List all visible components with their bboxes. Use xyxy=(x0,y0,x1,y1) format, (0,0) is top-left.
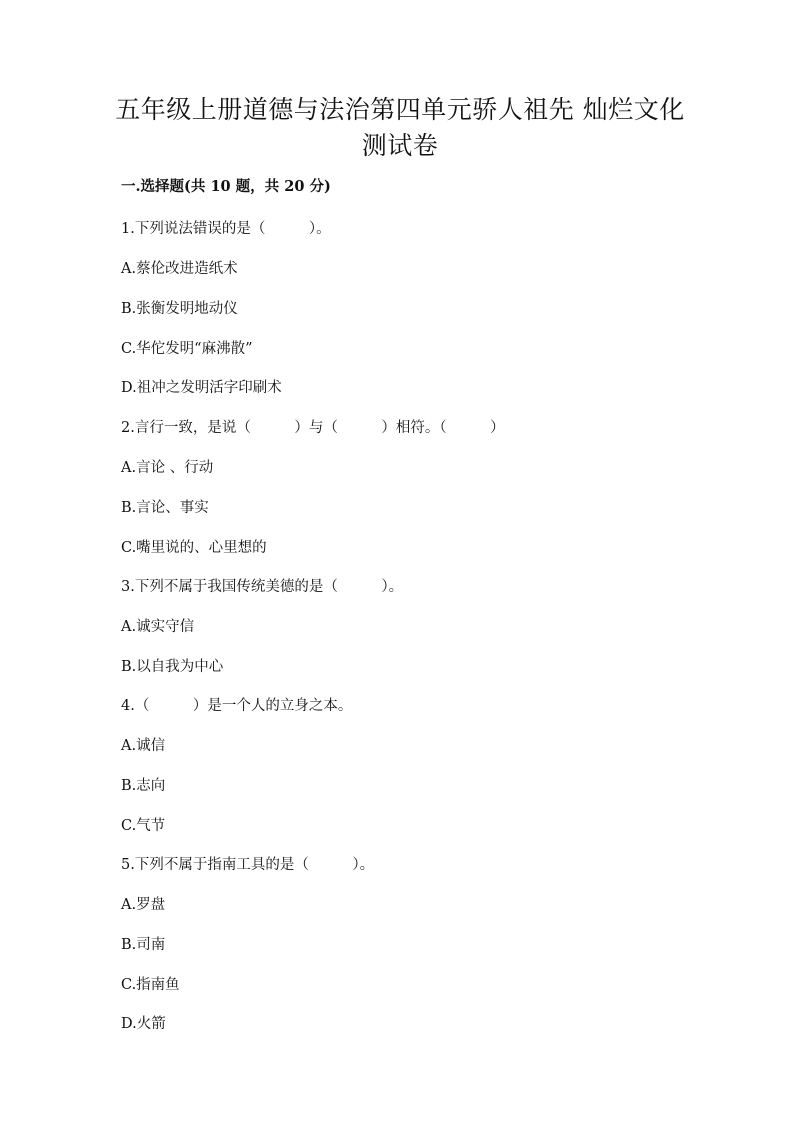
question-3-option-b: B.以自我为中心 xyxy=(121,659,224,675)
question-4-option-a: A.诚信 xyxy=(121,738,166,754)
question-5-option-b: B.司南 xyxy=(121,937,166,953)
question-2-option-c: C.嘴里说的、心里想的 xyxy=(121,540,267,556)
question-1-option-c: C.华佗发明“麻沸散” xyxy=(121,341,253,357)
question-1-option-b: B.张衡发明地动仪 xyxy=(121,301,238,317)
question-4-option-c: C.气节 xyxy=(121,818,166,834)
question-1-option-a: A.蔡伦改进造纸术 xyxy=(121,261,238,277)
section-heading: 一.选择题(共 10 题，共 20 分) xyxy=(121,178,331,195)
question-2-option-b: B.言论、事实 xyxy=(121,500,209,516)
question-1-stem: 1.下列说法错误的是（ ）。 xyxy=(121,221,331,237)
question-4-stem: 4.（ ）是一个人的立身之本。 xyxy=(121,698,353,714)
question-5-stem: 5.下列不属于指南工具的是（ ）。 xyxy=(121,857,375,873)
question-4-option-b: B.志向 xyxy=(121,778,166,794)
document-title xyxy=(100,92,700,164)
title-line-2: 测试卷 xyxy=(361,131,439,160)
question-2-option-a: A.言论 、行动 xyxy=(121,460,214,476)
title-line-1: 五年级上册道德与法治第四单元骄人祖先 灿烂文化 xyxy=(115,95,685,124)
question-5-option-a: A.罗盘 xyxy=(121,897,166,913)
question-5-option-d: D.火箭 xyxy=(121,1016,166,1032)
question-5-option-c: C.指南鱼 xyxy=(121,977,180,993)
question-3-option-a: A.诚实守信 xyxy=(121,619,195,635)
question-3-stem: 3.下列不属于我国传统美德的是（ ）。 xyxy=(121,579,404,595)
question-1-option-d: D.祖冲之发明活字印刷术 xyxy=(121,380,282,396)
question-2-stem: 2.言行一致，是说（ ）与（ ）相符。（ ） xyxy=(121,420,505,436)
